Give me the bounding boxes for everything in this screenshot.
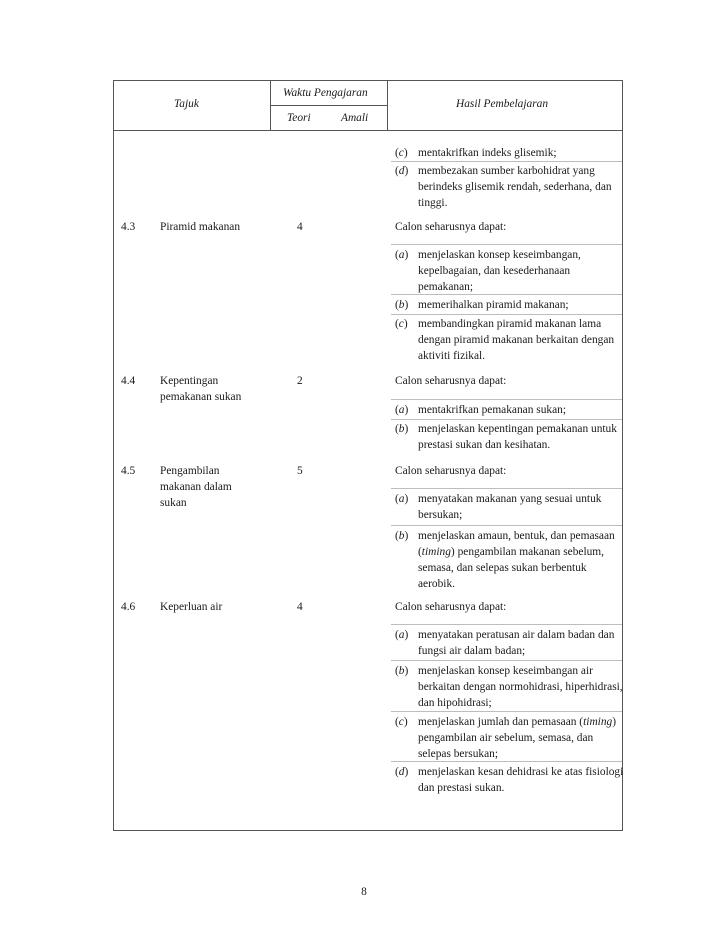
- item-separator: [391, 419, 622, 420]
- outcome-item: (c) menjelaskan jumlah dan pemasaan (timing) pengambilan air sebelum, semasa, dan selepas bersukan;: [395, 716, 617, 760]
- header-bottom-rule: [113, 130, 623, 131]
- header-amali: Amali: [341, 112, 369, 124]
- header-hasil-pembelajaran: Hasil Pembelajaran: [456, 98, 549, 110]
- item-separator: [391, 399, 622, 400]
- outcome-intro: Calon seharusnya dapat:: [395, 375, 507, 387]
- header-teori: Teori: [287, 112, 311, 124]
- outcome-item: (a) menyatakan makanan yang sesuai untuk bersukan;: [395, 493, 602, 521]
- outcome-intro: Calon seharusnya dapat:: [395, 465, 507, 477]
- topic-number: 4.4: [121, 375, 136, 387]
- topic-number: 4.6: [121, 601, 136, 613]
- outcome-item: (c) membandingkan piramid makanan lama dengan piramid makanan berkaitan dengan aktiviti fizikal.: [395, 318, 615, 362]
- item-separator: [391, 161, 622, 162]
- teori-hours: 2: [297, 375, 303, 387]
- outcome-item: (b) menjelaskan kepentingan pemakanan untuk prestasi sukan dan kesihatan.: [395, 423, 617, 451]
- topic-title: Keperluan air: [160, 601, 223, 613]
- outcome-intro: Calon seharusnya dapat:: [395, 221, 507, 233]
- topic-number: 4.3: [121, 221, 136, 233]
- item-separator: [391, 294, 622, 295]
- outcome-item: (a) menjelaskan konsep keseimbangan, kepelbagaian, dan kesederhanaan pemakanan;: [395, 249, 581, 293]
- outcome-item: (d) membezakan sumber karbohidrat yang berindeks glisemik rendah, sederhana, dan tinggi.: [395, 165, 612, 209]
- outcome-intro: Calon seharusnya dapat:: [395, 601, 507, 613]
- outcome-item: (b) menjelaskan amaun, bentuk, dan pemasaan (timing) pengambilan makanan sebelum, semasa, dan selepas sukan berbentuk aerobik.: [395, 530, 615, 590]
- page-number: 8: [361, 886, 367, 898]
- header-divider: [270, 105, 387, 106]
- header-tajuk: Tajuk: [174, 98, 199, 110]
- teori-hours: 5: [297, 465, 303, 477]
- outcome-item: (a) mentakrifkan pemakanan sukan;: [395, 404, 567, 416]
- item-separator: [391, 660, 622, 661]
- item-separator: [391, 525, 622, 526]
- topic-title: Kepentingan pemakanan sukan: [160, 375, 242, 403]
- item-separator: [391, 711, 622, 712]
- item-separator: [391, 761, 622, 762]
- outcome-item: (b) memerihalkan piramid makanan;: [395, 299, 569, 311]
- teori-hours: 4: [297, 601, 303, 613]
- outcome-item: (d) menjelaskan kesan dehidrasi ke atas fisiologi dan prestasi sukan.: [395, 766, 624, 794]
- topic-title: Pengambilan makanan dalam sukan: [160, 465, 232, 509]
- outcome-item: (b) menjelaskan konsep keseimbangan air berkaitan dengan normohidrasi, hiperhidrasi, dan hipohidrasi;: [395, 665, 623, 709]
- item-separator: [391, 314, 622, 315]
- item-separator: [391, 624, 622, 625]
- item-separator: [391, 488, 622, 489]
- topic-number: 4.5: [121, 465, 136, 477]
- column-divider: [387, 80, 388, 130]
- outcome-item: (c) mentakrifkan indeks glisemik;: [395, 147, 557, 159]
- header-waktu-pengajaran: Waktu Pengajaran: [283, 87, 368, 99]
- outcome-item: (a) menyatakan peratusan air dalam badan dan fungsi air dalam badan;: [395, 629, 615, 657]
- topic-title: Piramid makanan: [160, 221, 241, 233]
- teori-hours: 4: [297, 221, 303, 233]
- item-separator: [391, 244, 622, 245]
